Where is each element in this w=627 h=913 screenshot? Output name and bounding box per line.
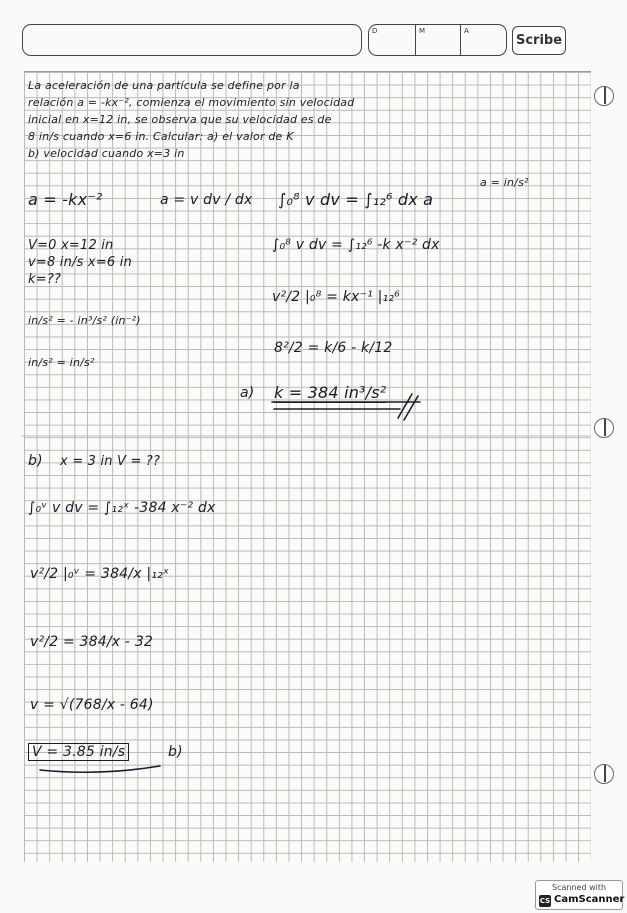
camscanner-watermark bbox=[535, 880, 623, 910]
given-3: k=?? bbox=[28, 272, 62, 287]
problem-line-4: 8 in/s cuando x=6 in. Calcular: a) el valor de K bbox=[28, 130, 294, 143]
integral-step-2: ∫₀⁸ v dv = ∫₁₂⁶ -k x⁻² dx bbox=[272, 237, 440, 253]
answer-a: k = 384 in³/s² bbox=[274, 383, 387, 402]
date-field bbox=[368, 24, 507, 56]
part-b-eval-1: v²/2 |₀ᵛ = 384/x |₁₂ˣ bbox=[30, 566, 170, 582]
binder-hole-icon bbox=[594, 418, 614, 438]
units-check-2: in/s² = in/s² bbox=[28, 356, 95, 369]
integral-step-1: ∫₀⁸ v dv = ∫₁₂⁶ dx a bbox=[278, 190, 434, 209]
brand-logo: Scribe bbox=[512, 26, 566, 55]
answer-a-label: a) bbox=[240, 385, 255, 401]
title-field bbox=[22, 24, 362, 56]
accel-formula: a = -kx⁻² bbox=[28, 190, 103, 209]
problem-line-1: La aceleración de una partícula se define por la bbox=[28, 79, 300, 92]
date-year-label: A bbox=[460, 25, 506, 55]
part-b-label: b) bbox=[28, 453, 43, 469]
watermark-line-2: CamScanner bbox=[554, 894, 625, 905]
binder-hole-icon bbox=[594, 764, 614, 784]
answer-b-suffix: b) bbox=[168, 744, 183, 760]
part-b-eval-2: v²/2 = 384/x - 32 bbox=[30, 634, 154, 650]
camscanner-logo-icon: CS bbox=[539, 897, 551, 905]
part-b-given: x = 3 in V = ?? bbox=[60, 454, 161, 469]
binder-hole-icon bbox=[594, 86, 614, 106]
eval-step-2: 8²/2 = k/6 - k/12 bbox=[274, 340, 393, 356]
problem-line-2: relación a = -kx⁻², comienza el movimiento sin velocidad bbox=[28, 96, 355, 109]
units-check-1: in/s² = - in³/s² (in⁻²) bbox=[28, 314, 141, 327]
problem-line-5: b) velocidad cuando x=3 in bbox=[28, 147, 185, 160]
part-b-integral: ∫₀ᵛ v dv = ∫₁₂ˣ -384 x⁻² dx bbox=[28, 500, 216, 516]
given-1: V=0 x=12 in bbox=[28, 238, 114, 253]
answer-b: V = 3.85 in/s bbox=[28, 743, 129, 761]
part-b-eval-3: v = √(768/x - 64) bbox=[30, 697, 154, 713]
eval-step-1: v²/2 |₀⁸ = kx⁻¹ |₁₂⁶ bbox=[272, 289, 400, 305]
date-day-label: D bbox=[372, 27, 378, 35]
given-2: v=8 in/s x=6 in bbox=[28, 255, 132, 270]
vdv-formula: a = v dv / dx bbox=[160, 192, 253, 208]
notebook-header bbox=[22, 22, 567, 58]
date-month-label: M bbox=[415, 25, 460, 55]
units-note: a = in/s² bbox=[480, 176, 529, 189]
watermark-line-1: Scanned with bbox=[552, 883, 607, 892]
problem-line-3: inicial en x=12 in, se observa que su velocidad es de bbox=[28, 113, 332, 126]
